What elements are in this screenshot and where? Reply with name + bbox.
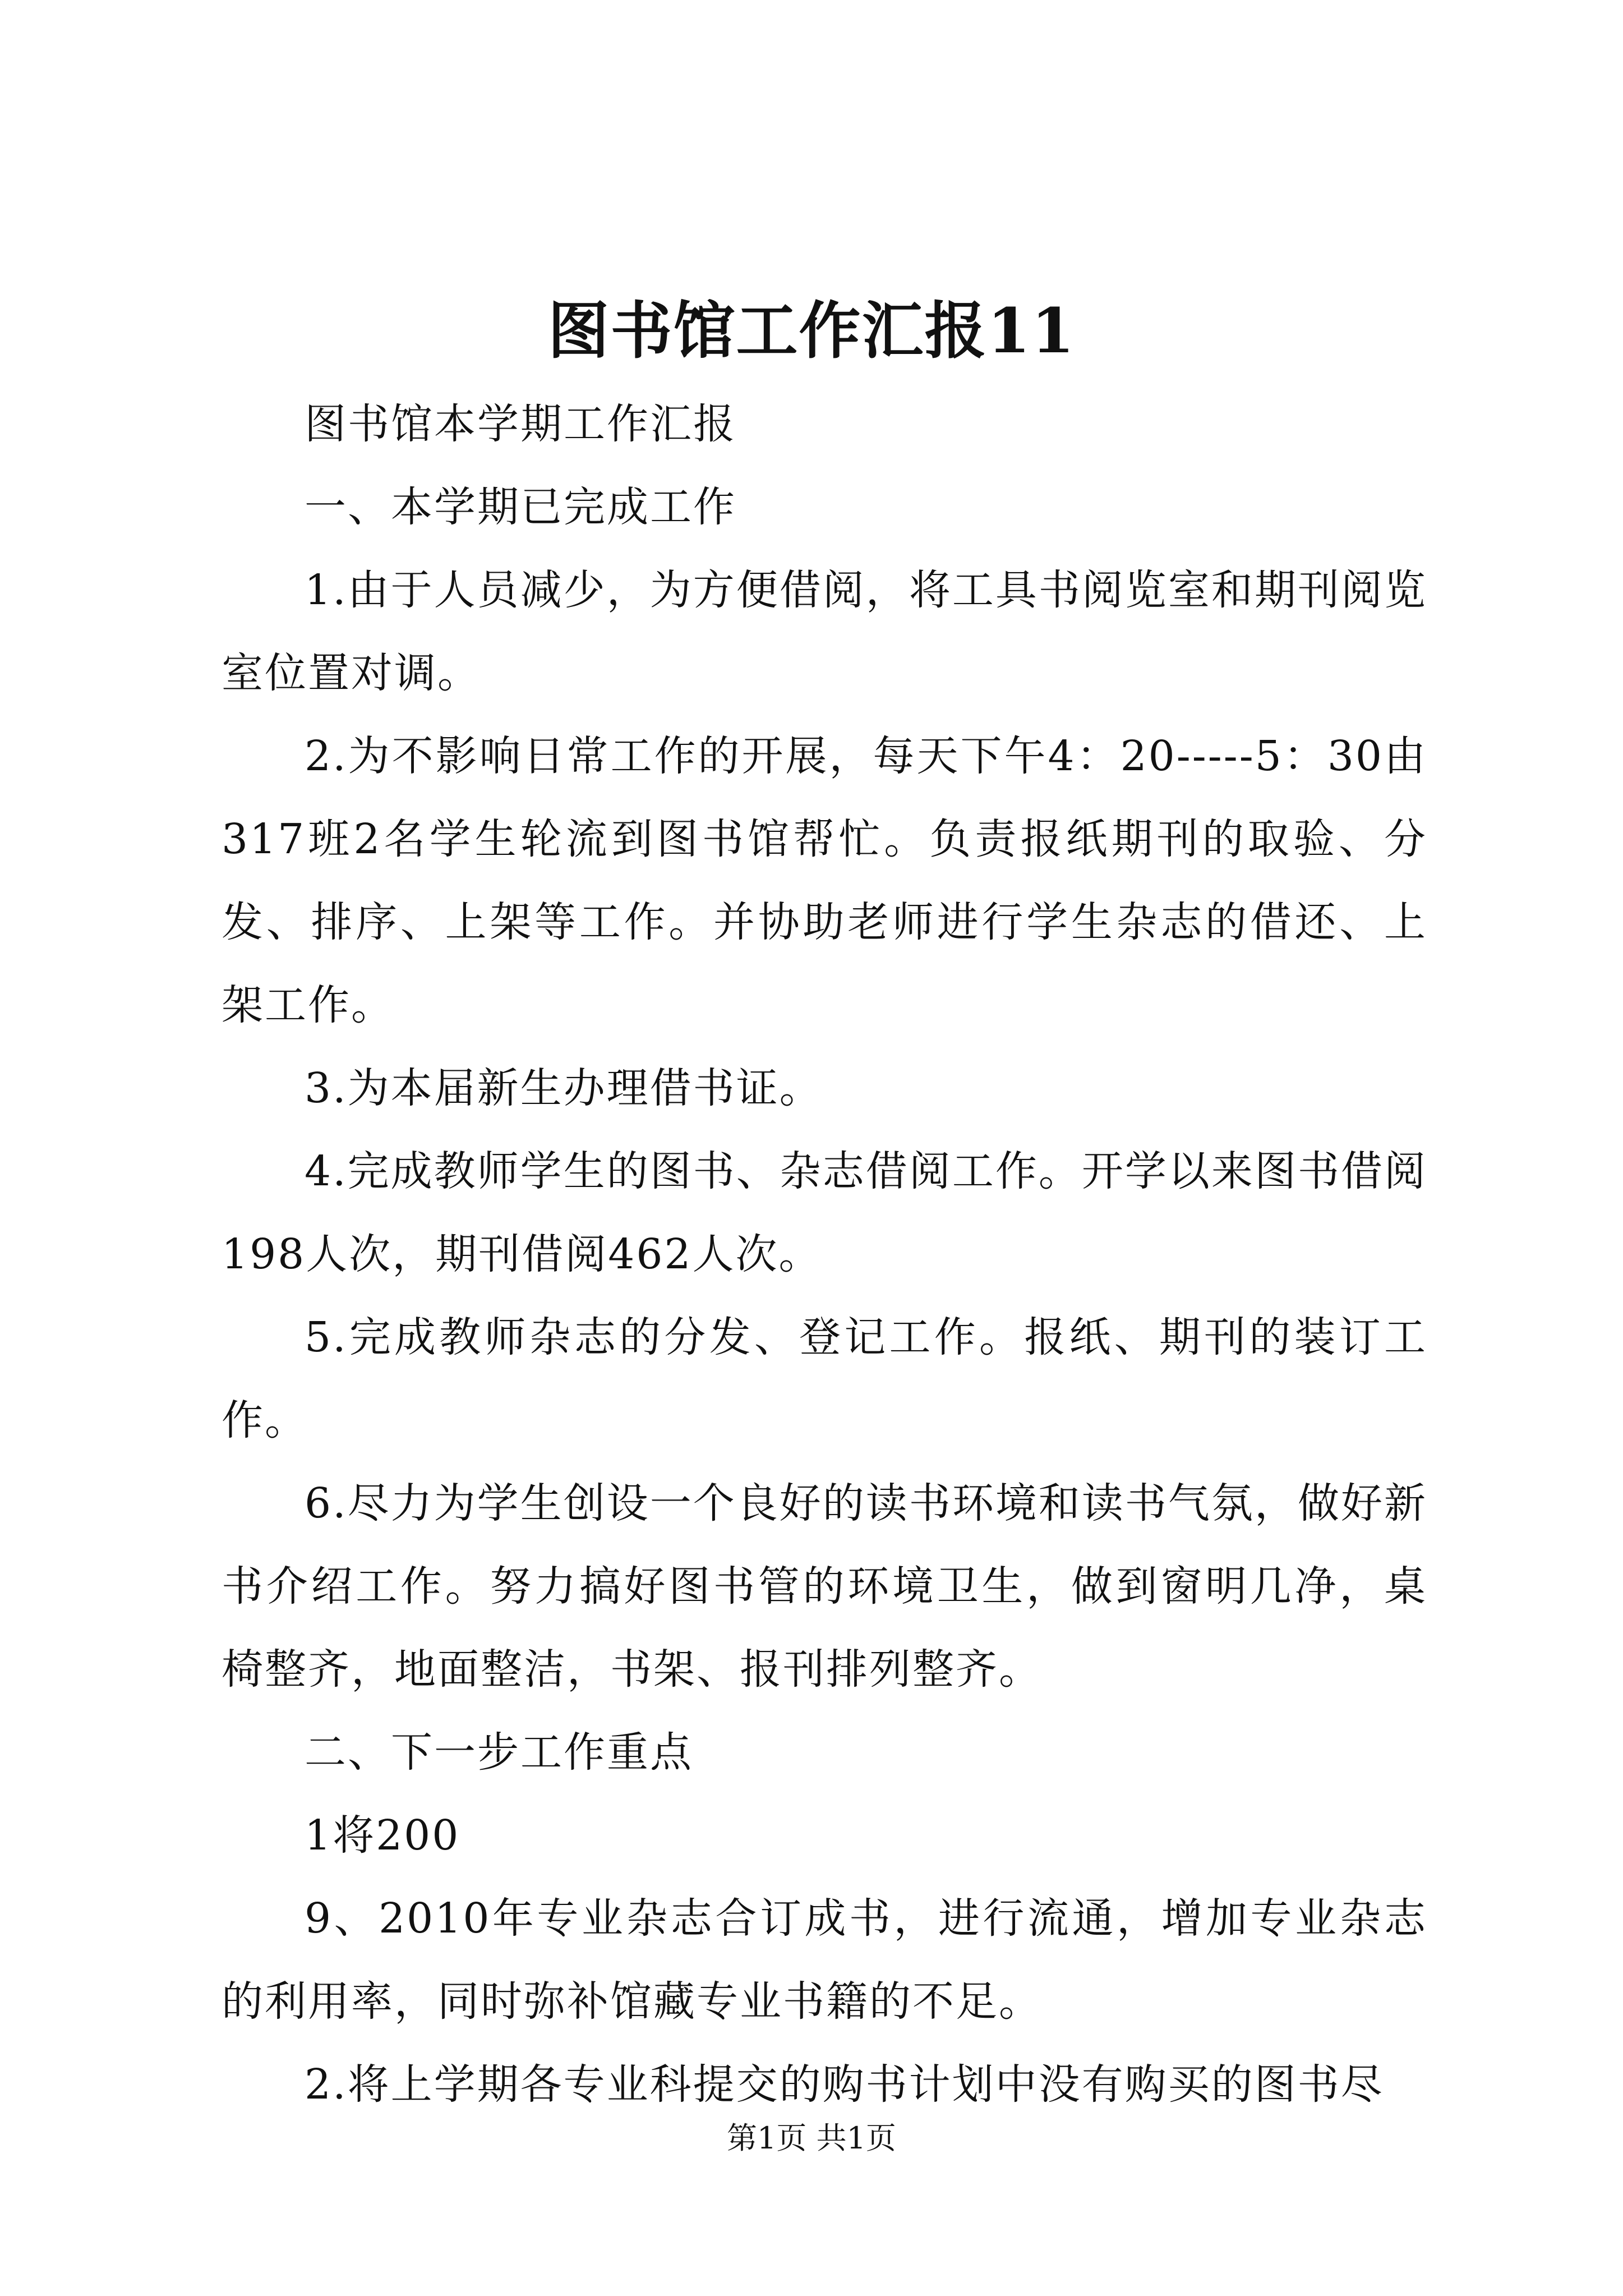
- paragraph-item-6: 6.尽力为学生创设一个良好的读书环境和读书气氛，做好新书介绍工作。努力搞好图书管的环境卫生，做到窗明几净，桌椅整齐，地面整洁，书架、报刊排列整齐。: [222, 1479, 1427, 1694]
- paragraph-next-2: 2.将上学期各专业科提交的购书计划中没有购买的图书尽: [305, 2060, 1384, 2109]
- section-heading-completed-work: 一、本学期已完成工作: [305, 483, 736, 531]
- paragraph-next-9: 9、2010年专业杂志合订成书，进行流通，增加专业杂志的利用率，同时弥补馆藏专业书籍的不足。: [222, 1894, 1427, 2026]
- paragraph-next-1: 1将200: [305, 1811, 460, 1860]
- paragraph-item-3: 3.为本届新生办理借书证。: [305, 1064, 823, 1112]
- section-heading-next-steps: 二、下一步工作重点: [305, 1728, 693, 1777]
- document-body: [222, 383, 1427, 2126]
- paragraph-item-2: 2.为不影响日常工作的开展，每天下午4：20-----5：30由317班2名学生轮流到图书馆帮忙。负责报纸期刊的取验、分发、排序、上架等工作。并协助老师进行学生杂志的借还、上架工作。: [222, 732, 1427, 1029]
- paragraph-item-4: 4.完成教师学生的图书、杂志借阅工作。开学以来图书借阅198人次，期刊借阅462人次。: [222, 1147, 1427, 1278]
- page-footer: 第1页 共1页: [727, 2120, 896, 2156]
- paragraph-item-1: 1.由于人员减少，为方便借阅，将工具书阅览室和期刊阅览室位置对调。: [222, 566, 1427, 697]
- paragraph-subtitle: 图书馆本学期工作汇报: [305, 400, 736, 448]
- document-title: 图书馆工作汇报11: [547, 295, 1076, 367]
- paragraph-item-5: 5.完成教师杂志的分发、登记工作。报纸、期刊的装订工作。: [222, 1313, 1427, 1444]
